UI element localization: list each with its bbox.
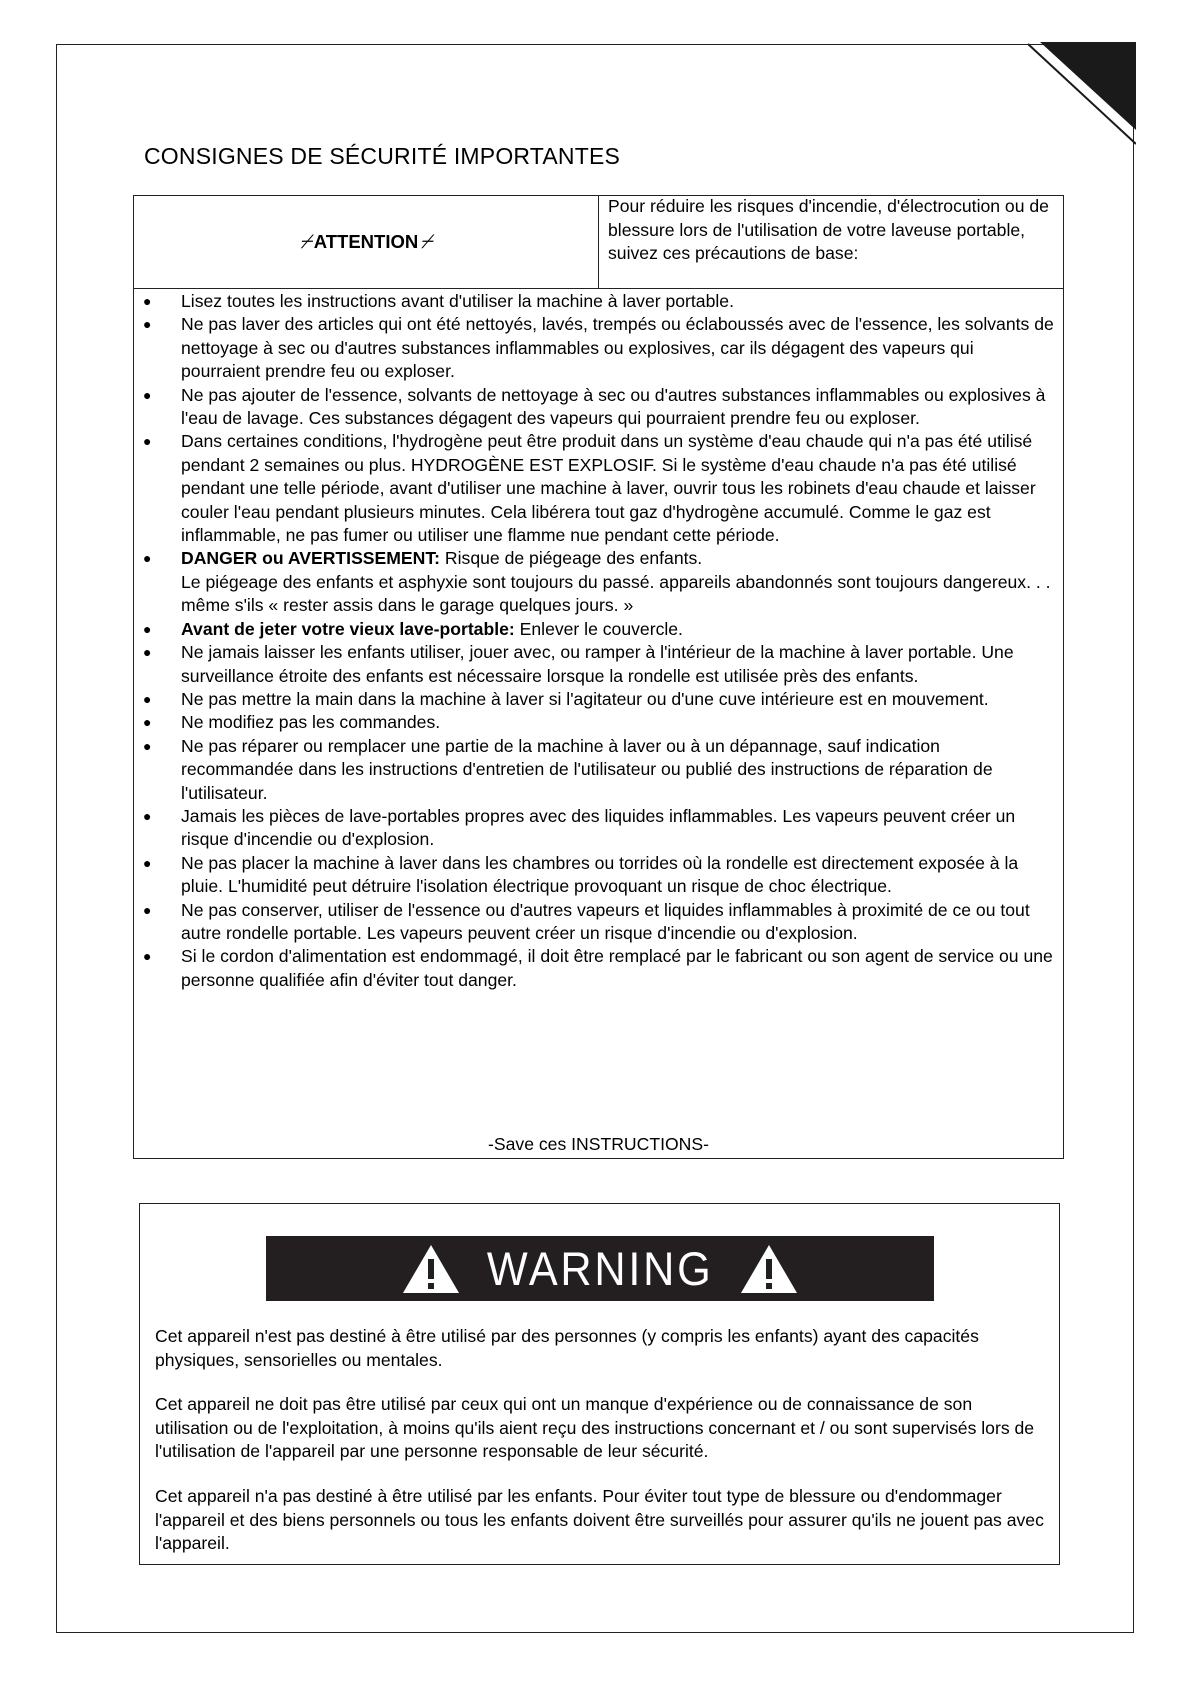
bullet-icon: ●	[143, 620, 152, 637]
warning-paragraph: Cet appareil n'a pas destiné à être utilisé par les enfants. Pour éviter tout type de blessure ou d'endommager l'appareil et des biens personnels ou tous les enfants doivent être surveillés pour assurer qu'ils ne jouent pas avec l'appareil.	[155, 1486, 1044, 1553]
warning-paragraph: Cet appareil n'est pas destiné à être utilisé par des personnes (y compris les enfants) ayant des capacités physiques, sensorielles ou mentales.	[155, 1326, 979, 1370]
list-item: ● Si le cordon d'alimentation est endommagé, il doit être remplacé par le fabricant ou son agent de service ou une personne qualifiée afin d'éviter tout danger.	[143, 946, 1053, 990]
list-item: ● Ne pas réparer ou remplacer une partie de la machine à laver ou à un dépannage, sauf indication recommandée dans les instructions d'entretien de l'utilisateur ou publié des instructions de réparation de l'utilisateur.	[143, 735, 993, 803]
page-title: CONSIGNES DE SÉCURITÉ IMPORTANTES	[144, 143, 621, 169]
list-item: ● Ne jamais laisser les enfants utiliser, jouer avec, ou ramper à l'intérieur de la machine à laver portable. Une surveillance étroite des enfants est nécessaire lorsque la rondelle est utilisée près des enfants.	[143, 642, 1014, 686]
warning-paragraph: Cet appareil ne doit pas être utilisé par ceux qui ont un manque d'expérience ou de connaissance de son utilisation ou de l'exploitation, à moins qu'ils aient reçu des instructions concernant et / ou sont supervisés lors de l'utilisation de l'appareil par une personne responsable de leur sécurité.	[155, 1394, 1035, 1461]
warning-box	[139, 1203, 1060, 1565]
list-item: ● Ne pas conserver, utiliser de l'essence ou d'autres vapeurs et liquides inflammables à proximité de ce ou tout autre rondelle portable. Les vapeurs peuvent créer un risque d'incendie ou d'explosion.	[143, 899, 1030, 943]
warning-triangle-icon	[739, 1243, 799, 1295]
bullet-icon: ●	[143, 550, 152, 567]
warning-triangle-icon	[401, 1243, 461, 1295]
attention-header	[134, 196, 1063, 289]
corner-tab-mark	[1020, 42, 1136, 148]
bullet-icon: ●	[143, 433, 152, 450]
bullet-icon: ●	[143, 948, 152, 965]
list-item: ● Ne pas mettre la main dans la machine à laver si l'agitateur ou d'une cuve intérieure est en mouvement.	[134, 688, 1063, 711]
bullet-icon: ●	[143, 386, 152, 403]
bullet-icon: ●	[143, 644, 152, 661]
bullet-icon: ●	[143, 807, 152, 824]
list-item: ● Ne pas ajouter de l'essence, solvants de nettoyage à sec ou d'autres substances inflammables ou explosives à l'eau de lavage. Ces substances dégagent des vapeurs qui pourraient prendre feu ou exploser.	[143, 384, 1046, 429]
list-item: ● Ne pas placer la machine à laver dans les chambres ou torrides où la rondelle est directement exposée à la pluie. L'humidité peut détruire l'isolation électrique provoquant un risque de choc électrique.	[143, 852, 1019, 897]
bullet-icon: ●	[143, 293, 152, 309]
list-item: ● Lisez toutes les instructions avant d'utiliser la machine à laver portable.	[134, 290, 1063, 313]
lightning-icon: ⌿	[420, 230, 433, 253]
lightning-icon: ⌿	[299, 230, 312, 253]
list-item: ● Avant de jeter votre vieux lave-portable: Enlever le couvercle.	[134, 618, 1063, 641]
safety-rules-list	[134, 290, 1063, 992]
bullet-icon: ●	[143, 690, 152, 707]
bullet-icon: ●	[143, 714, 152, 731]
list-item: ● Jamais les pièces de lave-portables propres avec des liquides inflammables. Les vapeurs peuvent créer un risque d'incendie ou d'explosion.	[143, 805, 1016, 850]
bullet-icon: ●	[143, 737, 152, 754]
list-item: ● Ne pas laver des articles qui ont été nettoyés, lavés, trempés ou éclaboussés avec de l'essence, les solvants de nettoyage à sec ou d'autres substances inflammables ou explosives, car ils dégagent des vapeurs qui pourraient prendre feu ou exploser.	[143, 314, 1054, 382]
list-item: ● DANGER ou AVERTISSEMENT: Risque de piégeage des enfants. Le piégeage des enfants et asphyxie sont toujours du passé. appareils abandonnés sont toujours dangereux. . . même s'ils « rester assis dans le garage quelques jours. »	[143, 548, 1051, 616]
warning-banner	[266, 1236, 934, 1301]
warning-banner-text: WARNING	[486, 1242, 714, 1295]
safety-instructions-box	[133, 195, 1064, 1159]
list-item: ● Ne modifiez pas les commandes.	[134, 711, 1063, 734]
list-item: ● Dans certaines conditions, l'hydrogène peut être produit dans un système d'eau chaude qui n'a pas été utilisé pendant 2 semaines ou plus. HYDROGÈNE EST EXPLOSIF. Si le système d'eau chaude n'a pas été utilisé pendant une telle période, avant d'utiliser une machine à laver, ouvrir tous les robinets d'eau chaude et laisser couler l'eau pendant plusieurs minutes. Cela libérera tout gaz d'hydrogène accumulé. Comme le gaz est inflammable, ne pas fumer ou utiliser une flamme nue pendant cette période.	[143, 431, 1036, 546]
bullet-icon: ●	[143, 854, 152, 871]
bullet-icon: ●	[143, 901, 152, 918]
attention-text: Pour réduire les risques d'incendie, d'électrocution ou de blessure lors de l'utilisation de votre laveuse portable, suivez ces précautions de base:	[608, 196, 1049, 263]
bullet-icon: ●	[143, 316, 152, 333]
save-instructions-line: -Save ces INSTRUCTIONS-	[488, 1134, 709, 1154]
attention-label: ATTENTION	[313, 231, 419, 252]
attention-cell	[134, 196, 599, 288]
